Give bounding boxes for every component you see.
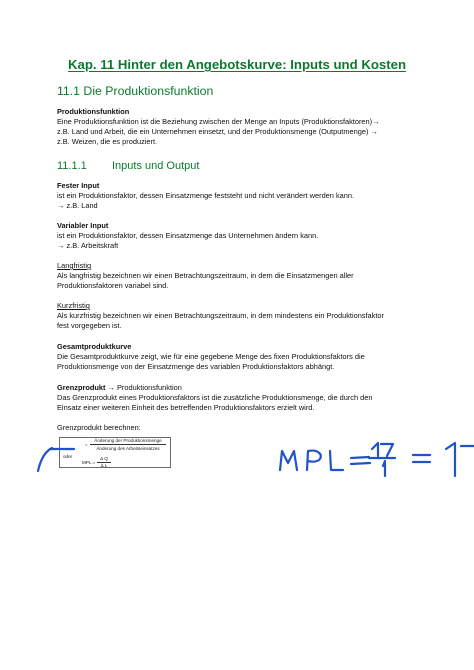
- kurzfristig-label: Kurzfristig: [57, 301, 90, 310]
- grenzprodukt-line-2: Einsatz einer weiteren Einheit des betreffenden Produktionsfaktors erzielt wird.: [57, 403, 315, 412]
- grenzprodukt-berechnen: Grenzprodukt berechnen:: [57, 423, 141, 432]
- handwritten-mpl-equation: [38, 443, 474, 476]
- intro-line-1: Eine Produktionsfunktion ist die Beziehung zwischen der Menge an Inputs (Produktionsfaktoren)→: [57, 117, 380, 126]
- variabler-input-label: Variabler Input: [57, 221, 109, 230]
- intro-label: Produktionsfunktion: [57, 107, 130, 116]
- subsection-heading: Inputs und Output: [112, 160, 200, 172]
- grenzprodukt-label-rest: Produktionsfunktion: [114, 383, 182, 392]
- langfristig-line-1: Als langfristig bezeichnen wir einen Betrachtungszeitraum, in dem die Einsatzmengen aller: [57, 271, 354, 280]
- variabler-input-line-1: ist ein Produktionsfaktor, dessen Einsatzmenge das Unternehmen ändern kann.: [57, 231, 319, 240]
- gesamtproduktkurve-label: Gesamtproduktkurve: [57, 342, 132, 351]
- section-heading: 11.1 Die Produktionsfunktion: [57, 84, 214, 98]
- fester-input-line-2: → z.B. Land: [57, 201, 98, 210]
- page-title: Kap. 11 Hinter den Angebotskurve: Inputs und Kosten: [67, 57, 407, 72]
- langfristig-line-2: Produktionsfaktoren variabel sind.: [57, 281, 169, 290]
- langfristig-label: Langfristig: [57, 261, 92, 270]
- formula-numerator: Änderung der Produktionsmenge: [94, 438, 162, 443]
- fester-input-line-1: ist ein Produktionsfaktor, dessen Einsatzmenge feststeht und nicht verändert werden kann.: [57, 191, 355, 200]
- fester-input-label: Fester Input: [57, 181, 100, 190]
- gesamtproduktkurve-line-1: Die Gesamtproduktkurve zeigt, wie für eine gegebene Menge des fixen Produktionsfaktors die: [57, 352, 365, 361]
- kurzfristig-line-2: fest vorgegeben ist.: [57, 321, 122, 330]
- grenzprodukt-line-1: Das Grenzprodukt eines Produktionsfaktors ist die zusätzliche Produktionsmenge, die durch den: [57, 393, 373, 402]
- grenzprodukt-label-bold: Grenzprodukt →: [57, 383, 115, 392]
- formula-delta-l: Δ L: [100, 463, 108, 468]
- intro-line-3: z.B. Weizen, die es produziert.: [57, 137, 158, 146]
- formula-equals: =: [85, 442, 88, 447]
- kurzfristig-line-1: Als kurzfristig bezeichnen wir einen Betrachtungszeitraum, in dem mindestens ein Produktionsfaktor: [57, 311, 384, 320]
- variabler-input-line-2: → z.B. Arbeitskraft: [57, 241, 119, 250]
- formula-denominator: Änderung des Arbeitseinsatzes: [96, 446, 160, 451]
- intro-line-2: z.B. Land und Arbeit, die ein Unternehmen einsetzt, und der Produktionsmenge (Outputmenge) →: [57, 127, 378, 136]
- formula-delta-q: Δ Q: [100, 456, 108, 461]
- gesamtproduktkurve-line-2: Produktionsmenge von der Einsatzmenge des variablen Produktionsfaktors abhängt.: [57, 362, 335, 371]
- subsection-number: 11.1.1: [57, 160, 87, 172]
- formula-mpl: MPL =: [82, 460, 96, 465]
- formula-oder: oder: [63, 454, 73, 459]
